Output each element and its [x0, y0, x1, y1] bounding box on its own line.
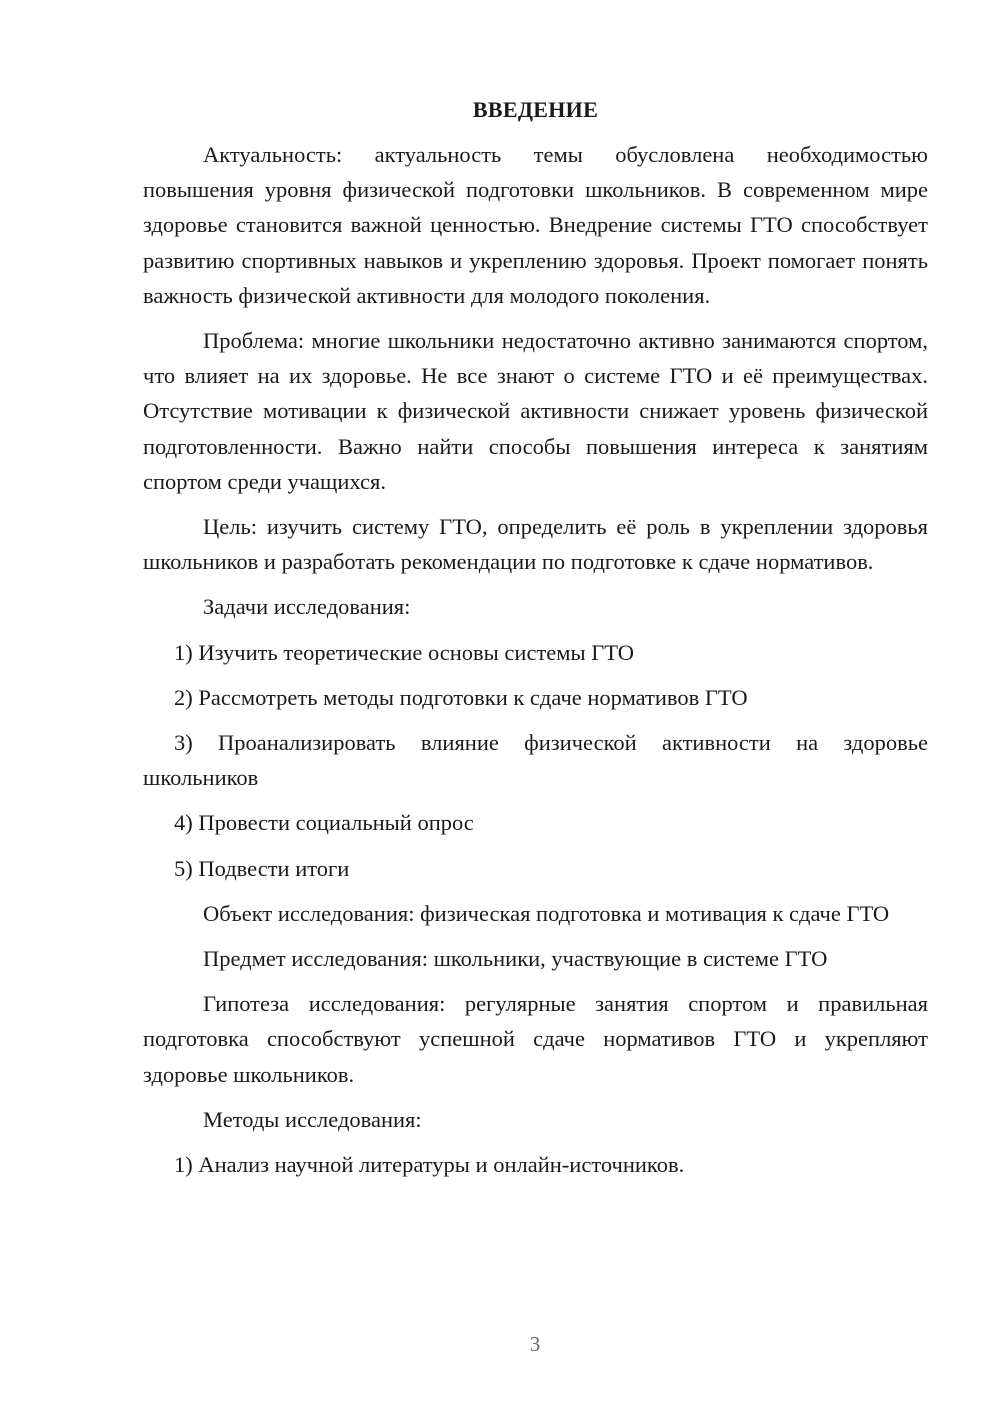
page-number: 3 — [529, 1332, 541, 1356]
section-heading: ВВЕДЕНИЕ — [472, 97, 599, 122]
research-hypothesis: Гипотеза исследования: регулярные занятия спортом и правильная подготовка способствуют успешной сдаче нормативов ГТО и укрепляют здоровье школьников. — [143, 991, 928, 1087]
task-item: 5) Подвести итоги — [174, 855, 350, 881]
task-item: 2) Рассмотреть методы подготовки к сдаче нормативов ГТО — [174, 684, 748, 710]
task-item: 4) Провести социальный опрос — [174, 810, 474, 836]
task-item: 1) Изучить теоретические основы системы ГТО — [174, 639, 634, 665]
methods-title: Методы исследования: — [203, 1106, 422, 1132]
tasks-title: Задачи исследования: — [203, 594, 411, 620]
method-item: 1) Анализ научной литературы и онлайн-источников. — [174, 1152, 685, 1178]
research-subject: Предмет исследования: школьники, участвующие в системе ГТО — [203, 946, 828, 972]
document-body — [143, 92, 928, 1192]
goal-paragraph: Цель: изучить систему ГТО, определить её роль в укреплении здоровья школьников и разработать рекомендации по подготовке к сдаче нормативов. — [143, 514, 928, 575]
relevance-paragraph: Актуальность: актуальность темы обусловлена необходимостью повышения уровня физической подготовки школьников. В современном мире здоровье становится важной ценностью. Внедрение системы ГТО способствует развитию спортивных навыков и укреплению здоровья. Проект помогает понять важность физической активности для молодого поколения. — [143, 142, 928, 308]
problem-paragraph: Проблема: многие школьники недостаточно активно занимаются спортом, что влияет на их здоровье. Не все знают о системе ГТО и её преимуществах. Отсутствие мотивации к физической активности снижает уровень физической подготовленности. Важно найти способы повышения интереса к занятиям спортом среди учащихся. — [143, 328, 928, 494]
research-object: Объект исследования: физическая подготовка и мотивация к сдаче ГТО — [203, 900, 890, 926]
task-item: 3) Проанализировать влияние физической активности на здоровье школьников — [143, 730, 928, 791]
